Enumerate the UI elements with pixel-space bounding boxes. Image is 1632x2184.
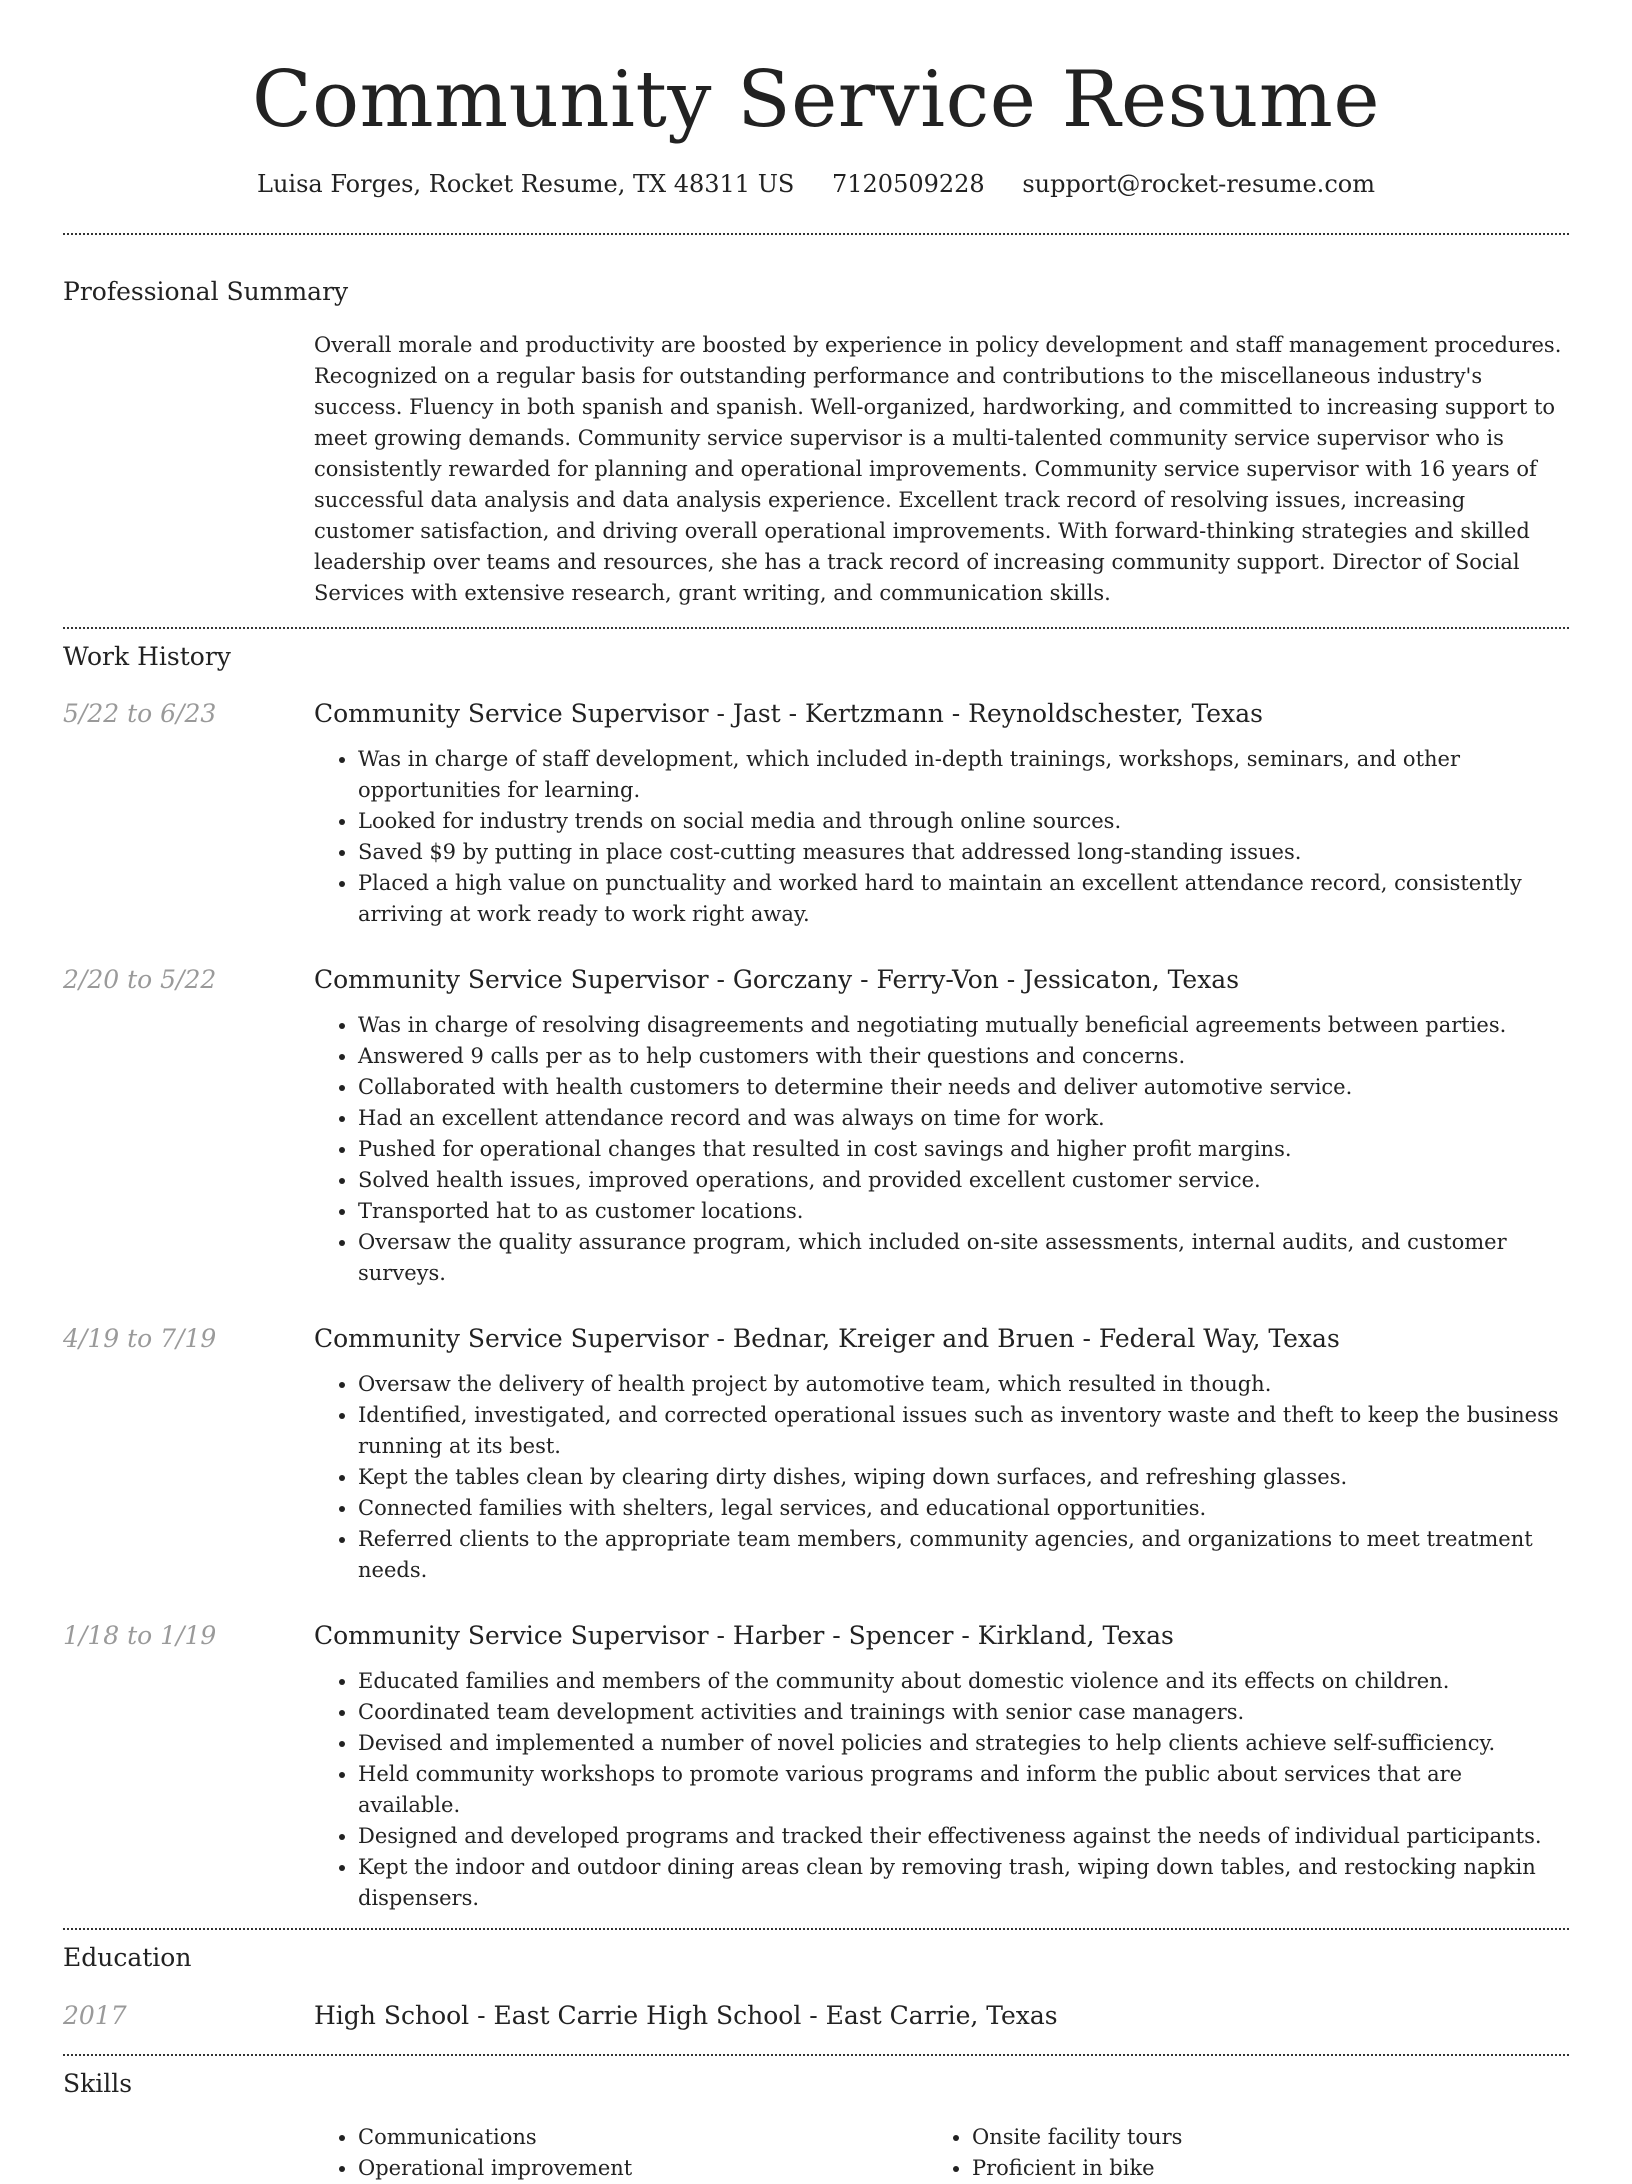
job-title: Community Service Supervisor - Harber - Spencer - Kirkland, Texas <box>314 1621 1174 1650</box>
skill-item: • Proficient in bike <box>972 2153 1542 2184</box>
job-bullet: • Oversaw the quality assurance program, which included on-site assessments, internal audits, and customer surveys. <box>358 1227 1569 1289</box>
work-heading: Work History <box>63 642 231 671</box>
job-bullets <box>314 1369 1569 1586</box>
divider-header <box>63 233 1569 235</box>
job-bullet: • Looked for industry trends on social media and through online sources. <box>358 806 1569 837</box>
job-body <box>314 964 1569 1289</box>
contact-phone: 7120509228 <box>832 170 985 198</box>
job-bullet: • Saved $9 by putting in place cost-cutting measures that addressed long-standing issues. <box>358 837 1569 868</box>
skill-item: • Onsite facility tours <box>972 2122 1542 2153</box>
skill-item: • Operational improvement <box>358 2153 928 2184</box>
job-bullet: • Educated families and members of the community about domestic violence and its effects on children. <box>358 1666 1569 1697</box>
job-bullet: • Was in charge of staff development, which included in-depth trainings, workshops, seminars, and other opportunities for learning. <box>358 744 1569 806</box>
contact-address: Luisa Forges, Rocket Resume, TX 48311 US <box>257 170 795 198</box>
job-bullet: • Kept the indoor and outdoor dining areas clean by removing trash, wiping down tables, and restocking napkin dispensers. <box>358 1852 1569 1914</box>
job-title: Community Service Supervisor - Bednar, Kreiger and Bruen - Federal Way, Texas <box>314 1324 1340 1353</box>
education-body <box>314 2000 1569 2032</box>
job-body <box>314 1620 1569 1914</box>
job-entry <box>63 1620 1569 1914</box>
job-bullet: • Placed a high value on punctuality and worked hard to maintain an excellent attendance record, consistently arriving at work ready to work right away. <box>358 868 1569 930</box>
job-entry <box>63 964 1569 1289</box>
job-body <box>314 698 1569 930</box>
skills-column-right <box>928 2122 1542 2184</box>
job-bullet: • Oversaw the delivery of health project by automotive team, which resulted in though. <box>358 1369 1569 1400</box>
education-date: 2017 <box>63 2001 127 2030</box>
job-bullet: • Devised and implemented a number of novel policies and strategies to help clients achieve self-sufficiency. <box>358 1728 1569 1759</box>
job-body <box>314 1323 1569 1586</box>
job-bullet: • Kept the tables clean by clearing dirty dishes, wiping down surfaces, and refreshing glasses. <box>358 1462 1569 1493</box>
skills-column-left <box>314 2122 928 2184</box>
divider-work <box>63 1928 1569 1930</box>
job-bullet: • Pushed for operational changes that resulted in cost savings and higher profit margins. <box>358 1134 1569 1165</box>
contact-line <box>63 168 1569 200</box>
job-title: Community Service Supervisor - Jast - Kertzmann - Reynoldschester, Texas <box>314 699 1263 728</box>
skills-list <box>314 2122 1569 2184</box>
job-bullet: • Connected families with shelters, legal services, and educational opportunities. <box>358 1493 1569 1524</box>
education-heading: Education <box>63 1943 192 1972</box>
job-bullet: • Had an excellent attendance record and was always on time for work. <box>358 1103 1569 1134</box>
job-date: 4/19 to 7/19 <box>63 1324 217 1353</box>
job-bullet: • Designed and developed programs and tracked their effectiveness against the needs of individual participants. <box>358 1821 1569 1852</box>
divider-education <box>63 2054 1569 2056</box>
job-date: 2/20 to 5/22 <box>63 965 217 994</box>
summary-heading: Professional Summary <box>63 277 349 306</box>
job-entry <box>63 698 1569 930</box>
job-title: Community Service Supervisor - Gorczany - Ferry-Von - Jessicaton, Texas <box>314 965 1240 994</box>
resume-title: Community Service Resume <box>252 55 1380 145</box>
job-bullet: • Answered 9 calls per as to help customers with their questions and concerns. <box>358 1041 1569 1072</box>
job-bullet: • Coordinated team development activities and trainings with senior case managers. <box>358 1697 1569 1728</box>
job-bullet: • Transported hat to as customer locations. <box>358 1196 1569 1227</box>
job-entry <box>63 1323 1569 1586</box>
job-bullets <box>314 1010 1569 1289</box>
job-date: 5/22 to 6/23 <box>63 699 217 728</box>
education-entry <box>63 2000 1569 2032</box>
job-bullet: • Collaborated with health customers to determine their needs and deliver automotive service. <box>358 1072 1569 1103</box>
skill-item: • Communications <box>358 2122 928 2153</box>
job-bullet: • Referred clients to the appropriate team members, community agencies, and organizations to meet treatment needs. <box>358 1524 1569 1586</box>
job-bullet: • Solved health issues, improved operations, and provided excellent customer service. <box>358 1165 1569 1196</box>
divider-summary <box>63 627 1569 629</box>
job-bullets <box>314 1666 1569 1914</box>
job-bullet: • Held community workshops to promote various programs and inform the public about services that are available. <box>358 1759 1569 1821</box>
job-bullet: • Was in charge of resolving disagreements and negotiating mutually beneficial agreements between parties. <box>358 1010 1569 1041</box>
summary-text: Overall morale and productivity are boosted by experience in policy development and staff management procedures. Recognized on a regular basis for outstanding performance and contributions to the miscellaneous industry's success. Fluency in both spanish and spanish. Well-organized, hardworking, and committed to increasing support to meet growing demands. Community service supervisor is a multi-talented community service supervisor who is consistently rewarded for planning and operational improvements. Community service supervisor with 16 years of successful data analysis and data analysis experience. Excellent track record of resolving issues, increasing customer satisfaction, and driving overall operational improvements. With forward-thinking strategies and skilled leadership over teams and resources, she has a track record of increasing community support. Director of Social Services with extensive research, grant writing, and communication skills. <box>314 333 1562 605</box>
education-title: High School - East Carrie High School - East Carrie, Texas <box>314 2001 1058 2030</box>
contact-email: support@rocket-resume.com <box>1022 170 1375 198</box>
job-bullet: • Identified, investigated, and corrected operational issues such as inventory waste and theft to keep the business running at its best. <box>358 1400 1569 1462</box>
job-bullets <box>314 744 1569 930</box>
skills-heading: Skills <box>63 2069 133 2098</box>
job-date: 1/18 to 1/19 <box>63 1621 217 1650</box>
